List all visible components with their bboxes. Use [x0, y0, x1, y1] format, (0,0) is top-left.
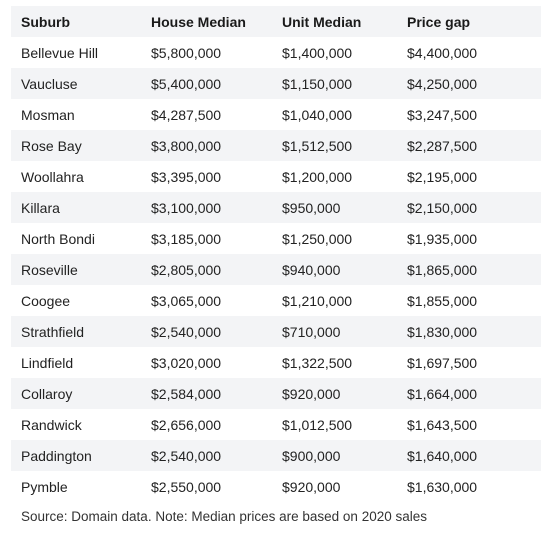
cell-price-gap: $2,150,000: [397, 192, 541, 223]
cell-house-median: $4,287,500: [141, 99, 272, 130]
cell-price-gap: $1,855,000: [397, 285, 541, 316]
cell-house-median: $3,100,000: [141, 192, 272, 223]
cell-house-median: $3,065,000: [141, 285, 272, 316]
cell-suburb: Mosman: [11, 99, 141, 130]
table-row: [11, 37, 541, 68]
price-gap-table: [11, 6, 541, 502]
cell-unit-median: $1,012,500: [272, 409, 397, 440]
cell-price-gap: $4,400,000: [397, 37, 541, 68]
table-row: [11, 409, 541, 440]
cell-suburb: Collaroy: [11, 378, 141, 409]
cell-price-gap: $4,250,000: [397, 68, 541, 99]
cell-unit-median: $920,000: [272, 378, 397, 409]
table-body: [11, 37, 541, 502]
cell-price-gap: $3,247,500: [397, 99, 541, 130]
cell-unit-median: $1,150,000: [272, 68, 397, 99]
cell-suburb: Pymble: [11, 471, 141, 502]
table-row: [11, 440, 541, 471]
cell-house-median: $3,800,000: [141, 130, 272, 161]
cell-unit-median: $1,512,500: [272, 130, 397, 161]
cell-house-median: $5,400,000: [141, 68, 272, 99]
table-row: [11, 254, 541, 285]
header-row: [11, 6, 541, 37]
cell-price-gap: $1,643,500: [397, 409, 541, 440]
cell-price-gap: $2,195,000: [397, 161, 541, 192]
cell-unit-median: $1,322,500: [272, 347, 397, 378]
cell-house-median: $5,800,000: [141, 37, 272, 68]
cell-unit-median: $1,200,000: [272, 161, 397, 192]
cell-house-median: $2,805,000: [141, 254, 272, 285]
cell-house-median: $2,550,000: [141, 471, 272, 502]
cell-price-gap: $1,935,000: [397, 223, 541, 254]
header-suburb: Suburb: [11, 6, 141, 37]
cell-suburb: Killara: [11, 192, 141, 223]
cell-price-gap: $2,287,500: [397, 130, 541, 161]
cell-suburb: Lindfield: [11, 347, 141, 378]
cell-suburb: North Bondi: [11, 223, 141, 254]
table-row: [11, 192, 541, 223]
table-row: [11, 347, 541, 378]
table-header: [11, 6, 541, 37]
cell-suburb: Coogee: [11, 285, 141, 316]
table-row: [11, 161, 541, 192]
cell-price-gap: $1,697,500: [397, 347, 541, 378]
cell-unit-median: $940,000: [272, 254, 397, 285]
cell-house-median: $3,395,000: [141, 161, 272, 192]
cell-unit-median: $1,400,000: [272, 37, 397, 68]
table-row: [11, 223, 541, 254]
cell-house-median: $2,656,000: [141, 409, 272, 440]
cell-unit-median: $950,000: [272, 192, 397, 223]
header-unit-median: Unit Median: [272, 6, 397, 37]
table-row: [11, 68, 541, 99]
cell-suburb: Roseville: [11, 254, 141, 285]
cell-unit-median: $1,040,000: [272, 99, 397, 130]
cell-price-gap: $1,640,000: [397, 440, 541, 471]
cell-unit-median: $920,000: [272, 471, 397, 502]
table-row: [11, 99, 541, 130]
table-row: [11, 316, 541, 347]
cell-suburb: Rose Bay: [11, 130, 141, 161]
table-row: [11, 130, 541, 161]
header-price-gap: Price gap: [397, 6, 541, 37]
cell-price-gap: $1,865,000: [397, 254, 541, 285]
table-row: [11, 285, 541, 316]
header-house-median: House Median: [141, 6, 272, 37]
cell-house-median: $2,540,000: [141, 440, 272, 471]
cell-house-median: $3,185,000: [141, 223, 272, 254]
cell-house-median: $3,020,000: [141, 347, 272, 378]
cell-price-gap: $1,630,000: [397, 471, 541, 502]
cell-suburb: Randwick: [11, 409, 141, 440]
cell-unit-median: $900,000: [272, 440, 397, 471]
cell-price-gap: $1,664,000: [397, 378, 541, 409]
cell-suburb: Paddington: [11, 440, 141, 471]
table-row: [11, 378, 541, 409]
source-note: Source: Domain data. Note: Median prices are based on 2020 sales: [21, 509, 427, 524]
cell-suburb: Strathfield: [11, 316, 141, 347]
cell-suburb: Vaucluse: [11, 68, 141, 99]
cell-unit-median: $1,210,000: [272, 285, 397, 316]
cell-unit-median: $1,250,000: [272, 223, 397, 254]
cell-suburb: Bellevue Hill: [11, 37, 141, 68]
cell-price-gap: $1,830,000: [397, 316, 541, 347]
cell-unit-median: $710,000: [272, 316, 397, 347]
cell-suburb: Woollahra: [11, 161, 141, 192]
cell-house-median: $2,584,000: [141, 378, 272, 409]
cell-house-median: $2,540,000: [141, 316, 272, 347]
table-row: [11, 471, 541, 502]
